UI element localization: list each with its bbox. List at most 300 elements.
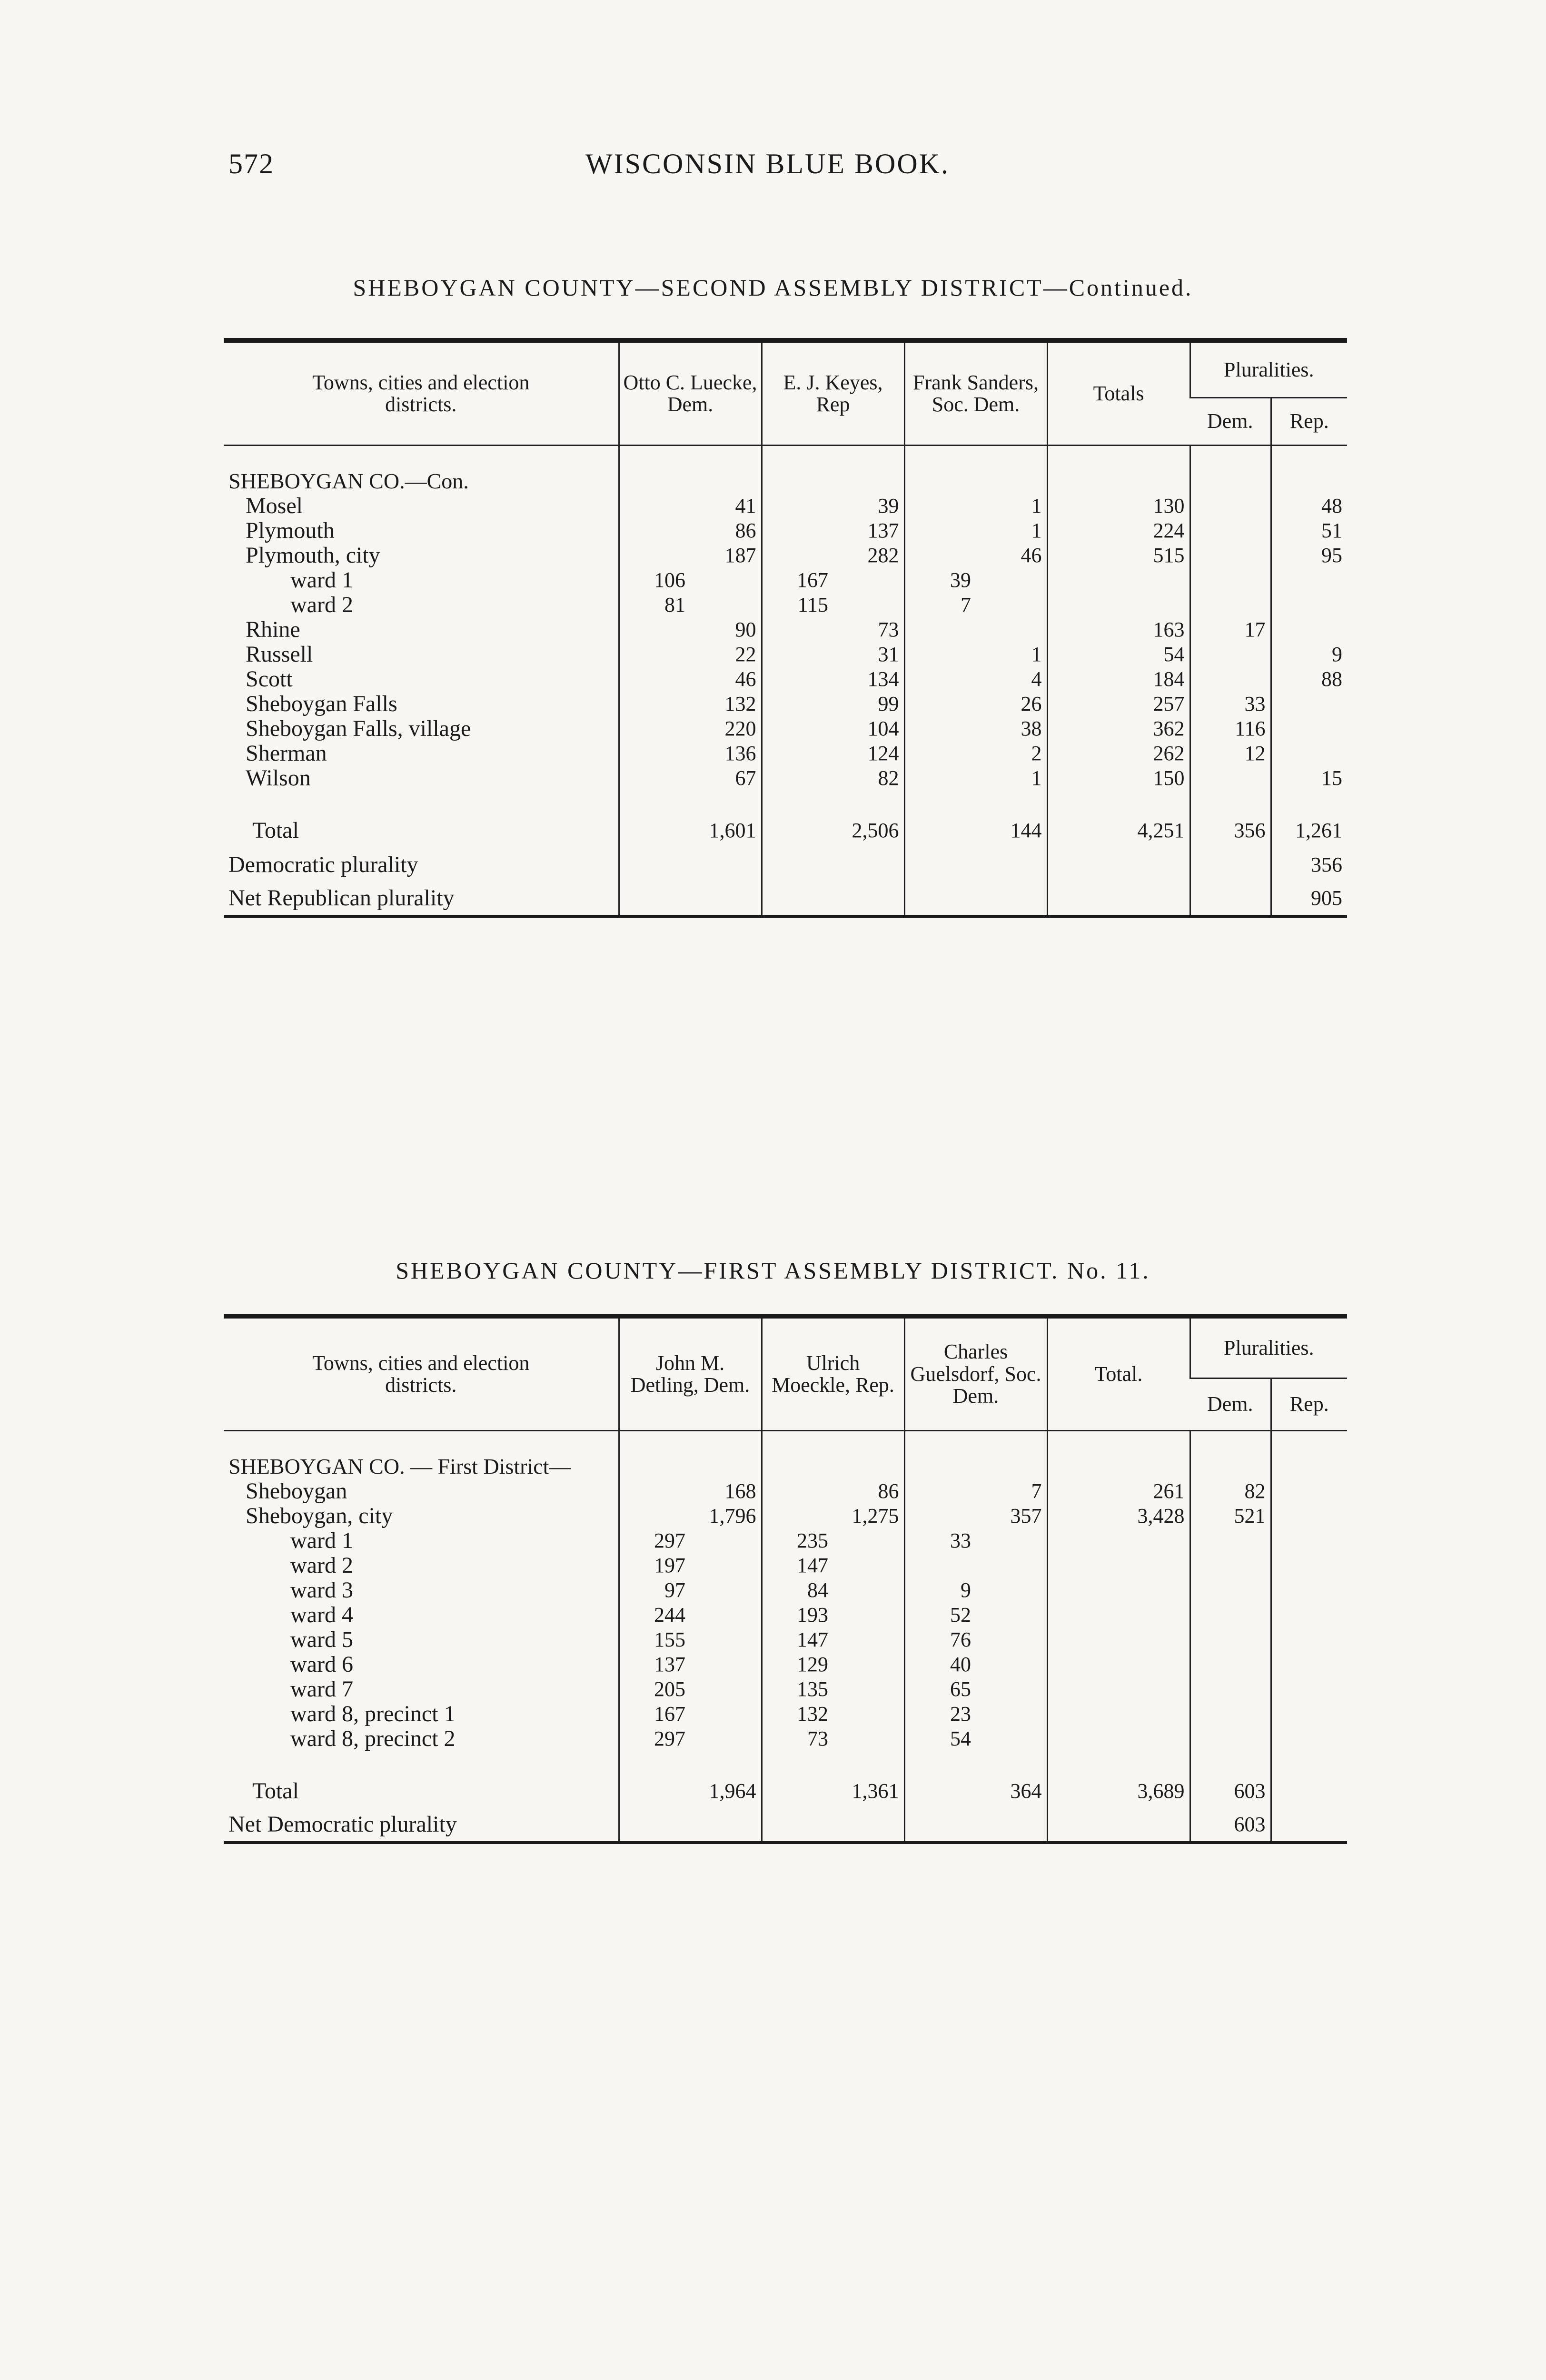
- spacer: [1047, 1808, 1190, 1843]
- net-republican-plurality-row-dem: [1190, 882, 1271, 916]
- row-total: 54: [1047, 642, 1190, 667]
- dem-plurality: [1190, 667, 1271, 692]
- cand2-votes: [833, 1702, 904, 1726]
- cand2-votes: [833, 1726, 904, 1751]
- row-total: 130: [1047, 494, 1190, 518]
- dem-plurality: [1190, 568, 1271, 593]
- cand2-ward-votes: [762, 766, 833, 791]
- cand2-votes: 31: [878, 642, 899, 666]
- cand2-ward-votes: 235: [762, 1528, 833, 1553]
- cand3-ward-votes: [904, 1479, 976, 1504]
- cand2-votes: 39: [878, 494, 899, 517]
- cand3-ward-votes: 9: [904, 1578, 976, 1603]
- table1-title: SHEBOYGAN COUNTY—SECOND ASSEMBLY DISTRICT—Continued.: [353, 274, 1193, 301]
- row-label: ward 4: [290, 1602, 353, 1627]
- democratic-plurality-row-dem: [1190, 848, 1271, 882]
- row-total: 224: [1047, 518, 1190, 543]
- row-total: 3,428: [1047, 1504, 1190, 1528]
- rep-plurality: 95: [1271, 543, 1347, 568]
- table-row: [224, 1504, 1347, 1528]
- row-label: ward 7: [290, 1676, 353, 1702]
- spacer: [976, 848, 1047, 882]
- cand1-total: 1,964: [709, 1779, 756, 1803]
- book-title: WISCONSIN BLUE BOOK.: [585, 148, 950, 179]
- cand2-ward-votes: 167: [762, 568, 833, 593]
- spacer: [833, 848, 904, 882]
- row-label: ward 8, precinct 2: [290, 1726, 456, 1751]
- cand3-ward-votes: [904, 494, 976, 518]
- table-row: [224, 543, 1347, 568]
- table-row: [224, 1726, 1347, 1751]
- spacer: [833, 1808, 904, 1843]
- cand1-ward-votes: 205: [619, 1677, 690, 1702]
- cand2-ward-votes: [762, 692, 833, 716]
- row-label: ward 1: [290, 1527, 353, 1553]
- cand1-votes: 220: [724, 716, 756, 740]
- spacer: [619, 1808, 690, 1843]
- cand2-votes: 137: [867, 518, 899, 542]
- spacer: [976, 1808, 1047, 1843]
- cand2-ward-votes: [762, 617, 833, 642]
- dem-plurality-total: 603: [1190, 1774, 1271, 1808]
- cand1-votes: 90: [735, 617, 756, 641]
- cand3-votes: 1: [1031, 518, 1042, 542]
- row-total: 362: [1047, 716, 1190, 741]
- cand3-ward-votes: 40: [904, 1652, 976, 1677]
- cand1-ward-votes: 155: [619, 1627, 690, 1652]
- cand1-votes: [690, 1627, 762, 1652]
- cand1-votes: 86: [735, 518, 756, 542]
- table-row: [224, 518, 1347, 543]
- table-row: [224, 1702, 1347, 1726]
- cand3-votes: [976, 1726, 1047, 1751]
- spacer: [762, 1774, 833, 1808]
- dem-plurality: 12: [1190, 741, 1271, 766]
- dem-plurality: [1190, 543, 1271, 568]
- table1: [224, 338, 1347, 918]
- row-total: [1047, 1702, 1190, 1726]
- cand2-votes: 124: [867, 741, 899, 765]
- cand2-ward-votes: 115: [762, 593, 833, 617]
- net-democratic-plurality-row: [224, 1808, 1347, 1843]
- cand1-ward-votes: [619, 543, 690, 568]
- row-total: 257: [1047, 692, 1190, 716]
- spacer: [904, 848, 976, 882]
- cand3-votes: [976, 1702, 1047, 1726]
- row-total: [1047, 1652, 1190, 1677]
- cand3-votes: [976, 617, 1047, 642]
- cand1-ward-votes: [619, 1479, 690, 1504]
- dem-plurality: [1190, 1603, 1271, 1627]
- cand2-votes: 82: [878, 766, 899, 790]
- row-total: [1047, 1553, 1190, 1578]
- towns-header: Towns, cities and election districts.: [224, 1316, 619, 1430]
- spacer: [904, 1808, 976, 1843]
- cand1-ward-votes: 244: [619, 1603, 690, 1627]
- cand2-ward-votes: 147: [762, 1627, 833, 1652]
- democratic-plurality-row-rep: 356: [1271, 848, 1347, 882]
- cand3-votes: [976, 1528, 1047, 1553]
- table-row: [224, 667, 1347, 692]
- table2: [224, 1314, 1347, 1844]
- cand2-ward-votes: 73: [762, 1726, 833, 1751]
- cand1-votes: 22: [735, 642, 756, 666]
- cand2-votes: 73: [878, 617, 899, 641]
- page-number: 572: [228, 148, 274, 179]
- cand2-votes: [833, 1528, 904, 1553]
- spacer: [690, 882, 762, 916]
- rep-plurality: [1271, 1528, 1347, 1553]
- total-row: [224, 1774, 1347, 1808]
- spacer: [619, 1774, 690, 1808]
- rep-plurality: [1271, 568, 1347, 593]
- candidate2-header: E. J. Keyes, Rep: [762, 340, 904, 445]
- row-label: Scott: [246, 666, 293, 692]
- cand1-ward-votes: [619, 766, 690, 791]
- cand1-ward-votes: [619, 692, 690, 716]
- rep-plurality: [1271, 1652, 1347, 1677]
- cand1-ward-votes: [619, 617, 690, 642]
- candidate1-header: John M. Detling, Dem.: [619, 1316, 762, 1430]
- cand3-votes: 1: [1031, 494, 1042, 517]
- cand3-ward-votes: [904, 1504, 976, 1528]
- spacer: [762, 848, 833, 882]
- cand3-ward-votes: 7: [904, 593, 976, 617]
- cand3-votes: [976, 568, 1047, 593]
- spacer: [762, 1808, 833, 1843]
- rep-plurality: [1271, 741, 1347, 766]
- dem-header: Dem.: [1190, 397, 1271, 445]
- cand2-votes: [833, 1553, 904, 1578]
- rep-plurality: 88: [1271, 667, 1347, 692]
- cand1-votes: [690, 1702, 762, 1726]
- cand2-ward-votes: 84: [762, 1578, 833, 1603]
- spacer: [833, 882, 904, 916]
- cand2-votes: [833, 1652, 904, 1677]
- rep-plurality: [1271, 692, 1347, 716]
- net-republican-plurality-row: [224, 882, 1347, 916]
- rep-plurality: [1271, 1702, 1347, 1726]
- cand1-ward-votes: [619, 518, 690, 543]
- cand2-ward-votes: [762, 716, 833, 741]
- table-row: [224, 692, 1347, 716]
- spacer: [904, 813, 976, 848]
- cand3-ward-votes: 39: [904, 568, 976, 593]
- rep-plurality: [1271, 1603, 1347, 1627]
- cand2-votes: [833, 1677, 904, 1702]
- cand1-ward-votes: [619, 494, 690, 518]
- row-label: ward 8, precinct 1: [290, 1701, 456, 1726]
- cand3-ward-votes: 54: [904, 1726, 976, 1751]
- cand2-ward-votes: [762, 667, 833, 692]
- cand3-votes: [976, 1603, 1047, 1627]
- dem-plurality: 521: [1190, 1504, 1271, 1528]
- cand3-votes: 38: [1021, 716, 1042, 740]
- spacer: [690, 848, 762, 882]
- dem-plurality: [1190, 642, 1271, 667]
- spacer: [1047, 882, 1190, 916]
- cand1-votes: [690, 568, 762, 593]
- dem-plurality: [1190, 518, 1271, 543]
- row-total: 261: [1047, 1479, 1190, 1504]
- cand1-ward-votes: 106: [619, 568, 690, 593]
- cand3-votes: [976, 1627, 1047, 1652]
- cand3-ward-votes: [904, 692, 976, 716]
- cand1-votes: [690, 1603, 762, 1627]
- cand3-votes: 4: [1031, 667, 1042, 691]
- dem-plurality: [1190, 1677, 1271, 1702]
- cand3-votes: [976, 1553, 1047, 1578]
- table-row: [224, 741, 1347, 766]
- cand1-ward-votes: 297: [619, 1528, 690, 1553]
- cand2-votes: 99: [878, 692, 899, 715]
- row-total: 163: [1047, 617, 1190, 642]
- table-row: [224, 593, 1347, 617]
- rep-plurality: [1271, 617, 1347, 642]
- dem-plurality-total: 356: [1190, 813, 1271, 848]
- table-row: [224, 1652, 1347, 1677]
- pluralities-header: Pluralities.: [1190, 340, 1347, 397]
- cand3-ward-votes: [904, 766, 976, 791]
- cand1-ward-votes: 297: [619, 1726, 690, 1751]
- candidate2-header: Ulrich Moeckle, Rep.: [762, 1316, 904, 1430]
- cand3-votes: 46: [1021, 543, 1042, 567]
- dem-plurality: [1190, 1726, 1271, 1751]
- dem-plurality: [1190, 1553, 1271, 1578]
- net-republican-plurality-row-label: Net Republican plurality: [224, 882, 619, 916]
- cand1-votes: [690, 1553, 762, 1578]
- row-label: ward 2: [290, 1552, 353, 1578]
- total-label: Total: [252, 817, 299, 843]
- cand2-ward-votes: [762, 543, 833, 568]
- cand3-total: 364: [1010, 1779, 1042, 1803]
- cand3-ward-votes: [904, 667, 976, 692]
- cand3-votes: [976, 1652, 1047, 1677]
- row-label: Plymouth: [246, 517, 335, 543]
- rep-plurality-total: [1271, 1774, 1347, 1808]
- grand-total: 4,251: [1047, 813, 1190, 848]
- row-label: ward 5: [290, 1626, 353, 1652]
- row-label: Sheboygan: [246, 1478, 347, 1504]
- rep-plurality: [1271, 1578, 1347, 1603]
- cand3-votes: 357: [1010, 1504, 1042, 1527]
- cand3-votes: 7: [1031, 1479, 1042, 1503]
- row-total: 262: [1047, 741, 1190, 766]
- rep-header: Rep.: [1271, 1378, 1347, 1430]
- row-total: [1047, 593, 1190, 617]
- row-label: Sherman: [246, 740, 327, 766]
- cand2-ward-votes: [762, 518, 833, 543]
- section-label: SHEBOYGAN CO. — First District—: [228, 1454, 571, 1478]
- row-label: ward 2: [290, 592, 353, 617]
- cand1-votes: 168: [724, 1479, 756, 1503]
- rep-plurality: [1271, 1479, 1347, 1504]
- cand3-votes: [976, 1677, 1047, 1702]
- cand3-ward-votes: 65: [904, 1677, 976, 1702]
- row-label: ward 6: [290, 1651, 353, 1677]
- spacer: [762, 813, 833, 848]
- cand1-votes: 46: [735, 667, 756, 691]
- spacer: [904, 1774, 976, 1808]
- cand1-ward-votes: [619, 642, 690, 667]
- towns-header: Towns, cities and election districts.: [224, 340, 619, 445]
- cand2-ward-votes: 135: [762, 1677, 833, 1702]
- row-label: Plymouth, city: [246, 542, 380, 568]
- dem-plurality: [1190, 1652, 1271, 1677]
- cand2-ward-votes: 132: [762, 1702, 833, 1726]
- table-row: [224, 642, 1347, 667]
- cand1-votes: [690, 1578, 762, 1603]
- cand3-votes: 1: [1031, 766, 1042, 790]
- cand1-votes: 136: [724, 741, 756, 765]
- cand1-votes: [690, 1528, 762, 1553]
- rep-plurality: [1271, 1504, 1347, 1528]
- cand2-votes: [833, 1603, 904, 1627]
- table-row: [224, 1627, 1347, 1652]
- cand3-votes: 26: [1021, 692, 1042, 715]
- candidate1-header: Otto C. Luecke, Dem.: [619, 340, 762, 445]
- row-total: [1047, 568, 1190, 593]
- cand2-ward-votes: [762, 1479, 833, 1504]
- democratic-plurality-row-label: Democratic plurality: [228, 852, 418, 877]
- dem-plurality: [1190, 494, 1271, 518]
- cand2-votes: 1,275: [852, 1504, 899, 1527]
- cand2-votes: [833, 1627, 904, 1652]
- cand1-votes: [690, 1726, 762, 1751]
- dem-plurality: 17: [1190, 617, 1271, 642]
- table-row: [224, 494, 1347, 518]
- cand3-ward-votes: [904, 642, 976, 667]
- net-republican-plurality-row-rep: 905: [1271, 882, 1347, 916]
- cand1-ward-votes: [619, 716, 690, 741]
- dem-plurality: [1190, 1528, 1271, 1553]
- cand3-ward-votes: [904, 543, 976, 568]
- cand1-votes: 187: [724, 543, 756, 567]
- cand3-ward-votes: [904, 741, 976, 766]
- cand1-votes: 67: [735, 766, 756, 790]
- cand1-ward-votes: 97: [619, 1578, 690, 1603]
- rep-plurality: [1271, 593, 1347, 617]
- row-label: Sheboygan Falls, village: [246, 715, 471, 741]
- rep-plurality-total: 1,261: [1271, 813, 1347, 848]
- row-label: Sheboygan, city: [246, 1503, 393, 1528]
- cand2-votes: 134: [867, 667, 899, 691]
- cand3-ward-votes: 23: [904, 1702, 976, 1726]
- cand1-ward-votes: [619, 1504, 690, 1528]
- row-total: [1047, 1603, 1190, 1627]
- spacer: [976, 882, 1047, 916]
- row-label: Rhine: [246, 616, 300, 642]
- rep-plurality: 51: [1271, 518, 1347, 543]
- total-row: [224, 813, 1347, 848]
- cand2-ward-votes: 129: [762, 1652, 833, 1677]
- cand2-votes: [833, 593, 904, 617]
- dem-plurality: 116: [1190, 716, 1271, 741]
- spacer: [762, 882, 833, 916]
- table2-title: SHEBOYGAN COUNTY—FIRST ASSEMBLY DISTRICT. No. 11.: [396, 1257, 1150, 1284]
- cand3-ward-votes: 76: [904, 1627, 976, 1652]
- candidate3-header: Charles Guelsdorf, Soc. Dem.: [904, 1316, 1047, 1430]
- row-label: Russell: [246, 641, 313, 667]
- net-democratic-plurality-row-label: Net Democratic plurality: [224, 1808, 619, 1843]
- cand1-votes: 132: [724, 692, 756, 715]
- cand2-total: 1,361: [852, 1779, 899, 1803]
- table-row: [224, 1677, 1347, 1702]
- cand2-ward-votes: [762, 741, 833, 766]
- rep-header: Rep.: [1271, 397, 1347, 445]
- dem-plurality: 82: [1190, 1479, 1271, 1504]
- total-label: Total: [252, 1778, 299, 1804]
- spacer: [1047, 848, 1190, 882]
- cand3-votes: 1: [1031, 642, 1042, 666]
- row-total: [1047, 1677, 1190, 1702]
- net-democratic-plurality-row-rep: [1271, 1808, 1347, 1843]
- cand3-ward-votes: [904, 518, 976, 543]
- table-row: [224, 1553, 1347, 1578]
- rep-plurality: [1271, 1553, 1347, 1578]
- cand1-votes: [690, 1652, 762, 1677]
- grand-total: 3,689: [1047, 1774, 1190, 1808]
- cand1-ward-votes: 81: [619, 593, 690, 617]
- rep-plurality: 48: [1271, 494, 1347, 518]
- cand3-votes: [976, 1578, 1047, 1603]
- cand2-ward-votes: 147: [762, 1553, 833, 1578]
- spacer: [690, 1808, 762, 1843]
- row-total: [1047, 1578, 1190, 1603]
- cand1-ward-votes: 167: [619, 1702, 690, 1726]
- cand3-ward-votes: 52: [904, 1603, 976, 1627]
- cand3-ward-votes: [904, 617, 976, 642]
- cand1-ward-votes: [619, 741, 690, 766]
- dem-plurality: [1190, 1627, 1271, 1652]
- table-row: [224, 716, 1347, 741]
- table-row: [224, 1578, 1347, 1603]
- cand2-votes: 282: [867, 543, 899, 567]
- spacer: [619, 882, 690, 916]
- cand3-ward-votes: [904, 716, 976, 741]
- cand2-total: 2,506: [852, 818, 899, 842]
- cand2-ward-votes: [762, 642, 833, 667]
- row-label: Sheboygan Falls: [246, 691, 397, 716]
- spacer: [619, 848, 690, 882]
- cand3-ward-votes: [904, 1553, 976, 1578]
- table-row: [224, 1528, 1347, 1553]
- dem-header: Dem.: [1190, 1378, 1271, 1430]
- dem-plurality: [1190, 1578, 1271, 1603]
- row-label: Wilson: [246, 765, 311, 791]
- cand2-ward-votes: [762, 494, 833, 518]
- row-total: 150: [1047, 766, 1190, 791]
- table-row: [224, 617, 1347, 642]
- cand2-votes: [833, 568, 904, 593]
- rep-plurality: 15: [1271, 766, 1347, 791]
- table-row: [224, 1479, 1347, 1504]
- section-label: SHEBOYGAN CO.—Con.: [228, 468, 469, 493]
- dem-plurality: [1190, 593, 1271, 617]
- cand2-votes: [833, 1578, 904, 1603]
- cand2-ward-votes: [762, 1504, 833, 1528]
- cand1-votes: [690, 1677, 762, 1702]
- cand1-votes: [690, 593, 762, 617]
- row-label: Mosel: [246, 493, 303, 518]
- cand2-votes: 86: [878, 1479, 899, 1503]
- totals-header: Totals: [1047, 340, 1190, 445]
- dem-plurality: [1190, 766, 1271, 791]
- table-row: [224, 766, 1347, 791]
- row-total: 515: [1047, 543, 1190, 568]
- cand1-ward-votes: [619, 667, 690, 692]
- cand1-total: 1,601: [709, 818, 756, 842]
